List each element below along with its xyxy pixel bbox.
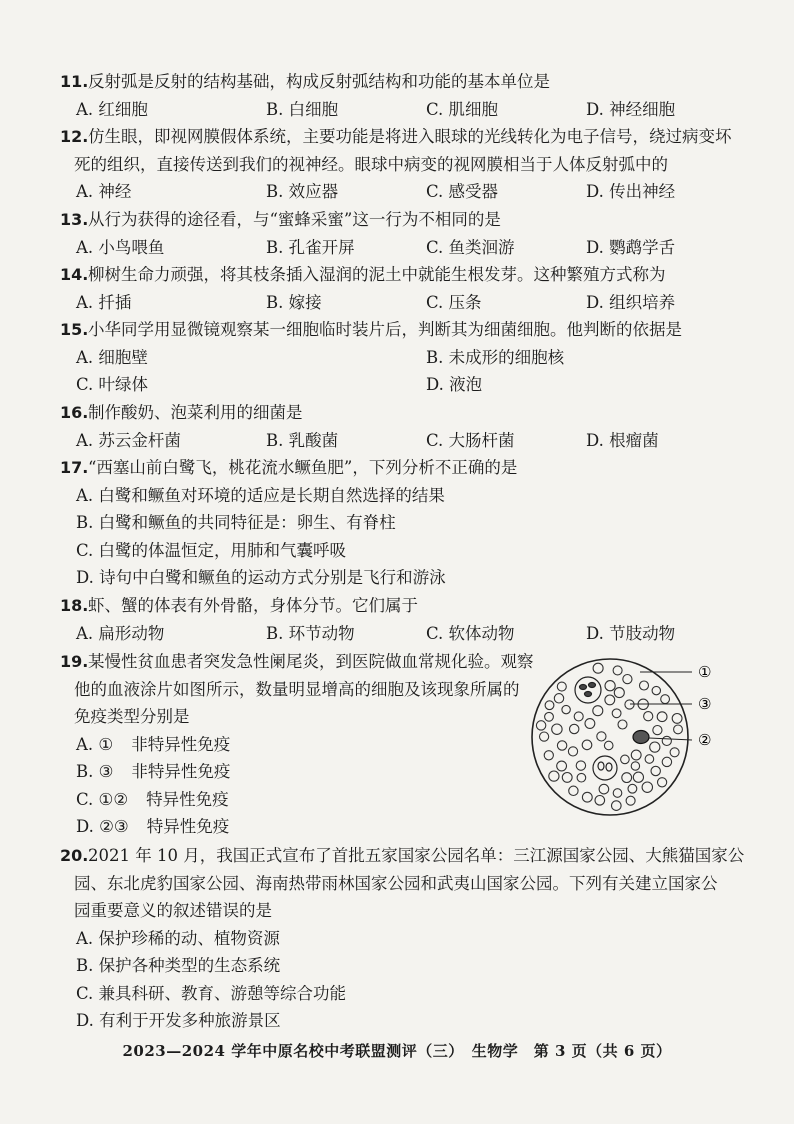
option-a[interactable]: A. 保护珍稀的动、植物资源: [76, 928, 280, 948]
red-blood-cell: [595, 796, 605, 806]
red-blood-cell: [593, 706, 603, 716]
marked-cell-2: [633, 731, 649, 744]
option-c[interactable]: C. 压条: [426, 292, 482, 312]
option-c[interactable]: C. 叶绿体: [76, 375, 149, 394]
question-stem: 某慢性贫血患者突发急性阑尾炎，到医院做血常规化验。观察: [88, 652, 534, 671]
question-15: [60, 316, 682, 399]
red-blood-cell: [621, 755, 630, 764]
red-blood-cell: [631, 762, 639, 770]
red-blood-cell: [612, 709, 621, 718]
option-a[interactable]: A. 细胞壁: [76, 347, 148, 367]
question-18: [60, 592, 676, 647]
red-blood-cell: [645, 755, 654, 764]
option-d[interactable]: D. 诗句中白鹭和鳜鱼的运动方式分别是飞行和游泳: [76, 568, 446, 587]
red-blood-cell: [661, 695, 670, 704]
question-20: [60, 842, 744, 1035]
option-c[interactable]: C. 软体动物: [426, 623, 515, 643]
question-number: 19.: [60, 652, 89, 671]
red-blood-cell: [557, 682, 566, 691]
red-blood-cell: [674, 725, 683, 734]
red-blood-cell: [657, 712, 667, 722]
red-blood-cell: [614, 688, 624, 698]
red-blood-cell: [631, 750, 641, 760]
red-blood-cell: [605, 681, 615, 691]
red-blood-cell: [557, 741, 566, 750]
red-blood-cell: [613, 666, 622, 675]
option-text: 特异性免疫: [146, 817, 230, 836]
blood-smear-figure: [530, 652, 730, 822]
option-c[interactable]: C. 鱼类洄游: [426, 237, 515, 257]
red-blood-cell: [640, 681, 649, 690]
red-blood-cell: [569, 786, 578, 795]
figure-label-3: ③: [698, 695, 712, 713]
options-row: [60, 344, 682, 372]
option-c[interactable]: C. 肌细胞: [426, 99, 499, 119]
option-c[interactable]: [60, 786, 534, 814]
option-d[interactable]: D. 根瘤菌: [586, 430, 659, 450]
question-stem: 2021 年 10 月，我国正式宣布了首批五家国家公园名单：三江源国家公园、大熊猫国家公: [88, 846, 745, 865]
question-stem-cont: 死的组织，直接传送到我们的视神经。眼球中病变的视网膜相当于人体反射弧中的: [74, 154, 668, 174]
figure-label-2: ②: [698, 731, 712, 749]
question-14: [60, 261, 676, 316]
option-a[interactable]: A. 苏云金杆菌: [76, 430, 181, 450]
option-a[interactable]: A. 红细胞: [76, 99, 148, 119]
question-stem: 从行为获得的途径看，与“蜜蜂采蜜”这一行为不相同的是: [88, 210, 501, 229]
option-c[interactable]: C. 大肠杆菌: [426, 430, 515, 450]
question-number: 20.: [60, 846, 89, 865]
option-a[interactable]: A. 扁形动物: [76, 623, 165, 643]
red-blood-cell: [585, 719, 595, 729]
red-blood-cell: [651, 766, 660, 775]
options-row: [60, 234, 676, 262]
question-stem: 反射弧是反射的结构基础，构成反射弧结构和功能的基本单位是: [88, 72, 550, 91]
option-a[interactable]: A. 小鸟喂鱼: [76, 237, 165, 257]
figure-label-1: ①: [698, 663, 712, 681]
red-blood-cell: [562, 705, 570, 713]
red-blood-cell: [582, 792, 592, 802]
question-17: [60, 454, 517, 592]
option-a[interactable]: A. 白鹭和鳜鱼对环境的适应是长期自然选择的结果: [76, 485, 445, 505]
question-stem: “西塞山前白鹭飞，桃花流水鳜鱼肥”，下列分析不正确的是: [88, 458, 518, 477]
option-d[interactable]: D. 液泡: [426, 375, 483, 394]
red-blood-cell: [597, 732, 606, 741]
red-blood-cell: [544, 751, 553, 760]
question-number: 16.: [60, 403, 89, 422]
question-stem: 仿生眼，即视网膜假体系统，主要功能是将进入眼球的光线转化为电子信号，绕过病变坏: [88, 127, 732, 146]
red-blood-cell: [554, 694, 563, 703]
question-number: 11.: [60, 72, 89, 91]
red-blood-cell: [557, 761, 567, 771]
red-blood-cell: [672, 714, 682, 724]
option-c[interactable]: C. 兼具科研、教育、游憩等综合功能: [76, 983, 347, 1003]
red-blood-cell: [662, 757, 671, 766]
red-blood-cell: [628, 784, 637, 793]
red-blood-cell: [545, 701, 554, 710]
red-blood-cell: [545, 712, 554, 721]
question-stem: 制作酸奶、泡菜利用的细菌是: [88, 403, 303, 422]
option-a[interactable]: A. 神经: [76, 182, 132, 201]
red-blood-cell: [604, 741, 613, 750]
red-blood-cell: [570, 724, 579, 733]
question-11: [60, 68, 676, 123]
options-row: [60, 371, 682, 399]
red-blood-cell: [613, 789, 622, 798]
red-blood-cell: [599, 784, 609, 794]
options-row: [60, 620, 676, 648]
option-a[interactable]: [60, 731, 534, 759]
question-stem-cont: 免疫类型分别是: [74, 707, 190, 726]
red-blood-cell: [644, 712, 653, 721]
option-label: C. ①②: [76, 789, 129, 809]
question-16: [60, 399, 659, 454]
option-b[interactable]: B. 嫁接: [266, 292, 322, 312]
red-blood-cell: [650, 742, 660, 752]
option-c[interactable]: C. 感受器: [426, 182, 499, 201]
option-d[interactable]: D. 节肢动物: [586, 623, 676, 643]
option-d[interactable]: D. 有利于开发多种旅游景区: [76, 1011, 281, 1030]
red-blood-cells: [536, 663, 682, 810]
option-d[interactable]: [60, 813, 534, 841]
option-d[interactable]: D. 组织培养: [586, 292, 676, 312]
question-number: 15.: [60, 320, 89, 339]
options-row: [60, 96, 676, 124]
option-label: B. ③: [76, 762, 114, 781]
question-number: 14.: [60, 265, 89, 284]
question-19: [60, 648, 534, 841]
red-blood-cell: [549, 771, 559, 781]
red-blood-cell: [622, 773, 632, 783]
red-blood-cell: [574, 712, 583, 721]
red-blood-cell: [576, 761, 585, 770]
option-b[interactable]: B. 保护各种类型的生态系统: [76, 956, 281, 975]
page-footer: 2023—2024 学年中原名校中考联盟测评（三） 生物学 第 3 页（共 6 页）: [122, 1042, 672, 1060]
option-text: 非特异性免疫: [131, 762, 231, 781]
option-d[interactable]: D. 鹦鹉学舌: [586, 237, 676, 257]
red-blood-cell: [618, 720, 627, 729]
option-text: 特异性免疫: [146, 789, 229, 809]
red-blood-cell: [605, 695, 615, 705]
red-blood-cell: [552, 724, 562, 734]
question-stem: 柳树生命力顽强，将其枝条插入湿润的泥土中就能生根发芽。这种繁殖方式称为: [88, 265, 666, 284]
white-blood-cell: [575, 677, 617, 780]
question-number: 12.: [60, 127, 89, 146]
question-stem-cont: 园重要意义的叙述错误的是: [74, 901, 272, 920]
option-b[interactable]: B. 效应器: [266, 182, 339, 201]
red-blood-cell: [623, 675, 632, 684]
option-label: A. ①: [76, 734, 114, 754]
question-number: 13.: [60, 210, 89, 229]
option-b[interactable]: B. 乳酸菌: [266, 430, 339, 450]
red-blood-cell: [642, 782, 652, 792]
red-blood-cell: [653, 726, 662, 735]
option-b[interactable]: B. 白鹭和鳜鱼的共同特征是：卵生、有脊柱: [76, 513, 396, 532]
option-b[interactable]: B. 孔雀开屏: [266, 237, 355, 257]
option-a[interactable]: A. 扦插: [76, 292, 132, 312]
option-c[interactable]: C. 白鹭的体温恒定，用肺和气囊呼吸: [76, 540, 347, 560]
red-blood-cell: [582, 740, 592, 750]
red-blood-cell: [536, 721, 545, 730]
red-blood-cell: [626, 796, 635, 805]
option-b[interactable]: [60, 758, 534, 786]
red-blood-cell: [612, 801, 622, 811]
option-d[interactable]: D. 传出神经: [586, 182, 676, 201]
red-blood-cell: [658, 778, 667, 787]
option-b[interactable]: B. 白细胞: [266, 99, 339, 119]
red-blood-cell: [562, 773, 572, 783]
red-blood-cell: [540, 732, 549, 741]
red-blood-cell: [652, 686, 660, 694]
red-blood-cell: [593, 663, 603, 673]
question-stem-cont: 他的血液涂片如图所示，数量明显增高的细胞及该现象所属的: [74, 679, 520, 699]
question-stem: 小华同学用显微镜观察某一细胞临时装片后，判断其为细菌细胞。他判断的依据是: [88, 320, 682, 339]
red-blood-cell: [577, 773, 586, 782]
question-number: 18.: [60, 596, 89, 615]
red-blood-cell: [662, 736, 671, 745]
options-row: [60, 289, 676, 317]
option-b[interactable]: B. 未成形的细胞核: [426, 347, 565, 367]
question-13: [60, 206, 676, 261]
red-blood-cell: [670, 748, 679, 757]
option-text: 非特异性免疫: [131, 734, 231, 754]
option-label: D. ②③: [76, 817, 129, 836]
option-d[interactable]: D. 神经细胞: [586, 99, 676, 119]
options-row: [60, 427, 659, 455]
options-row: [60, 178, 732, 206]
question-stem: 虾、蟹的体表有外骨骼，身体分节。它们属于: [88, 596, 418, 615]
question-stem-cont: 园、东北虎豹国家公园、海南热带雨林国家公园和武夷山国家公园。下列有关建立国家公: [74, 873, 718, 893]
question-number: 17.: [60, 458, 89, 477]
option-b[interactable]: B. 环节动物: [266, 623, 355, 643]
question-12: [60, 123, 732, 206]
red-blood-cell: [633, 772, 643, 782]
red-blood-cell: [568, 747, 577, 756]
